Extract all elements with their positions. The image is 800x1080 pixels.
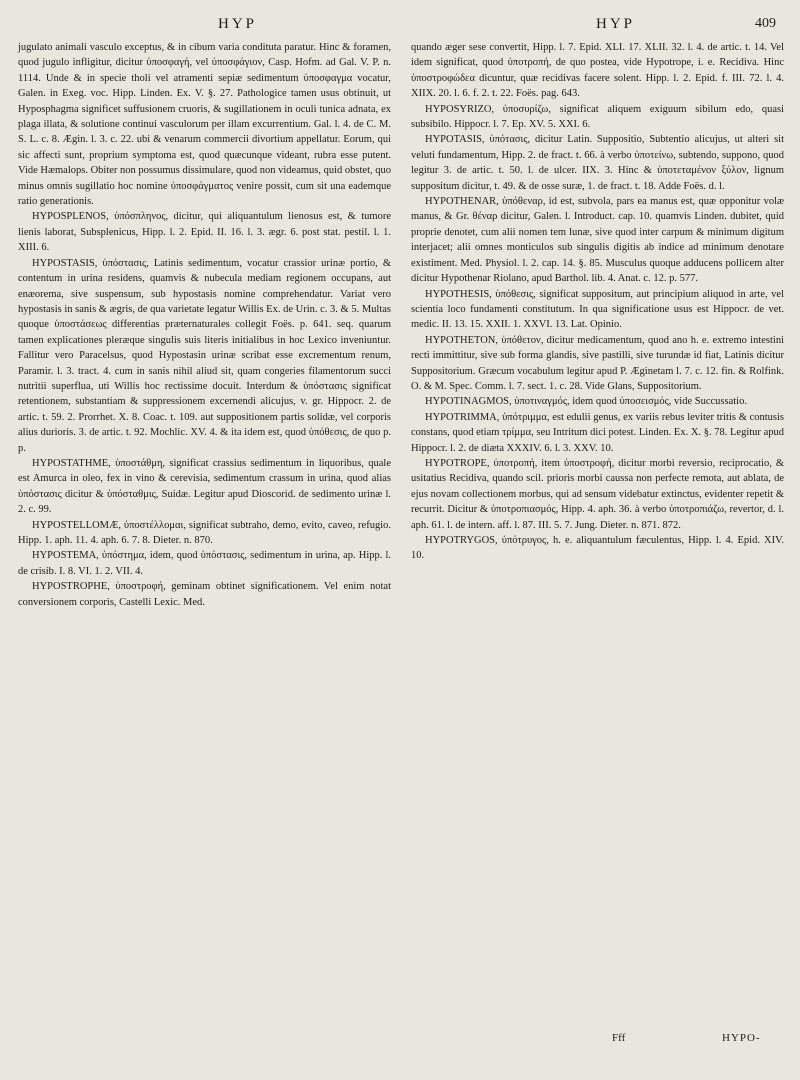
entry-hypostema: HYPOSTEMA, ὑπόστημα, idem, quod ὑπόστασις, sedimentum in urina, ap. Hipp. l. de crisib. I. 8. VI. 1. 2. VII. 4.	[18, 550, 391, 577]
signature-mark: Fff	[612, 1032, 626, 1044]
entry-hypotrope: HYPOTROPE, ὑποτροπή, item ὑποστροφή, dicitur morbi reversio, reciprocatio, & usitatius Recidiva, quando scil. prioris morbi caussa non perfecte remota, aut ablata, de ejus novam collectionem morbus, qui ad sensum videbatur extinctus, evidenter repetit & recurrit. Dicitur & ὑποτροπιασμός, Hipp. 4. aph. 36. à verbo ὑποτροπιάζω, revertor, d. l. aph. 61. l. de intern. aff. l. 87. III. 5. 7. Jung. Dieter. n. 871. 872.	[411, 457, 784, 531]
right-column	[411, 40, 784, 610]
entry-hypotrygos: HYPOTRYGOS, ὑπότρυγος, h. e. aliquantulum fæculentus, Hipp. l. 4. Epid. XIV. 10.	[411, 535, 784, 562]
entry-continuation-right: quando æger sese convertit, Hipp. l. 7. Epid. XLI. 17. XLII. 32. l. 4. de artic. t. 14. Vel idem significat, quod ὑποτροπή, de quo postea, vide Hypotrope, i. e. Recidiva. Hinc ὑποστροφώδεα dicuntur, quæ recidivas facere solent. Hipp. l. 2. Epid. f. III. 72. l. 4. XIIX. 20. l. 6. f. 2. t. 22. Foës. pag. 643.	[411, 42, 784, 100]
entry-hypostrophe: HYPOSTROPHE, ὑποστροφή, geminam obtinet significationem. Vel enim notat conversionem corporis, Castelli Lexic. Med.	[18, 581, 391, 608]
entry-hypsplenos: HYPOSPLENOS, ὑπόσπληνος, dicitur, qui aliquantulum lienosus est, & tumore lienis laborat, Subsplenicus, Hipp. l. 2. Epid. II. 16. l. 3. ægr. 6. post stat. pestil. l. 1. XIII. 6.	[18, 211, 391, 254]
entry-hypostathme: HYPOSTATHME, ὑποστάθμη, significat crassius sedimentum in liquoribus, quale est Amurca in oleo, fex in vino & cerevisia, sedimentum crassum in urina, quod alias ὑπόστασις dicitur & ὑπόσταθμις, Suidæ. Legitur apud Dioscorid. de sedimento urinæ l. 2. c. 99.	[18, 457, 391, 516]
entry-hypothenar: HYPOTHENAR, ὑπόθεναρ, id est, subvola, pars ea manus est, quæ opponitur volæ manus, & Gr. θέναρ dicitur, Galen. l. Introduct. cap. 10. quamvis Linden. dubitet, quid proprie denotet, cum alii nomen tem lunæ, sive quod inter carpum & minimum digitum interjacet; alii omnes monticulos sub singulis digitis ab indice ad minimum denotare existiment. Med. Physiol. l. 2. cap. 14. §. 85. Musculus quoque adducens pollicem alter dicitur Hypothenar Riolano, apud Barthol. lib. 4. Anat. c. 12. p. 577.	[411, 196, 784, 285]
entry-hypotheton: HYPOTHETON, ὑπόθετον, dicitur medicamentum, quod ano h. e. extremo intestini recti immittitur, sive sub forma glandis, sive pastilli, sive turundæ id fiat, Latinis dicitur Suppositorium. Græcum vocabulum legitur apud P. Æginetam l. 7. c. 12. fin. & Rolfink. O. & M. Spec. Comm. l. 7. sect. 1. c. 28. Vide Glans, Suppositorium.	[411, 334, 784, 392]
entry-hypostasis: HYPOSTASIS, ὑπόστασις, Latinis sedimentum, vocatur crassior urinæ portio, & contentum in urina residens, quamvis & nubecula mediam regionem occupans, aut enæorema, sive suspensum, sub hypostasis nomine comprehendatur. Variat vero hypostasis in sanis & ægris, de qua varietate legatur Willis Ex. de Urin. c. 3. & 5. Multas quoque ὑποστάσεως differentias præternaturales collegit Foës. p. 641. seq. quarum tamen explicationes pleræque singulis suis literis initialibus in hoc Lexico inveniuntur. Fallitur vero Paracelsus, quod Hypostasin urinæ scribat esse excrementum renum, Paramir. l. 3. tract. 4. cum in sanis nihil aliud sit, quam congeries filamentorum succi nutritii superflua, uti Willis hoc rectissime docuit. Interdum & ὑπόστασις significat retentionem, substantiam & suppressionem excernendi alicujus, v. gr. Hippocr. 2. de artic. t. 59. 2. Prorrhet. X. 8. Coac. t. 109. aut suppositionem partis solidæ, vel corporis alius durioris. 3. de artic. t. 92. Mochlic. XV. 4. & ita idem est, quod ὑπόθεσις, de quo p. p.	[18, 257, 391, 454]
text-columns	[18, 40, 784, 610]
page-number: 409	[755, 16, 776, 31]
entry-hyposyrizo: HYPOSYRIZO, ὑποσυρίζω, significat aliquem exiguum sibilum edo, quasi subsibilo. Hippocr. l. 7. Ep. XV. 5. XXI. 6.	[411, 103, 784, 131]
entry-hypostellomae: HYPOSTELLOMÆ, ὑποστέλλομαι, significat subtraho, demo, evito, caveo, refugio. Hipp. 1. aph. 11. 4. aph. 6. 7. 8. Dieter. n. 870.	[18, 519, 391, 546]
entry-hypotinagmos: HYPOTINAGMOS, ὑποτιναγμός, idem quod ὑποσεισμός, vide Succussatio.	[425, 396, 747, 408]
page-header	[18, 6, 784, 40]
catchword: HYPO-	[722, 1032, 761, 1044]
left-column	[18, 40, 391, 610]
entry-continuation: jugulato animali vasculo exceptus, & in cibum varia condituta paratur. Hinc & foramen, quod jugulo infligitur, dicitur ὑποσφαγή, vel ὑποσφάγιον, Casp. Hofm. ad Gal. V. P. n. 1114. Unde & in specie tholi vel atramenti sepiæ sedimentum ὑποσφαγμα vocatur, Galen. in Exeg. voc. Hipp. Linden. Ex. V. §. 27. Pathologice tamen usus obtinuit, ut Hyposphagma significet suffusionem cruoris, & sugillationem in oculi tunica adnata, ex plaga illata, & solutione continui vasculorum per illam excurrentium. Gal. l. 4. de C. M. S. L. c. 8. Ægin. l. 3. c. 22. ubi & venarum commercii divortium appellatur. Eorum, qui sic affecti sunt, proprium symptoma est, quod quæcunque videant, rubra esse putent. Vide Hæmalops. Obiter non possumus dissimulare, quod non videamus, quid obstet, quo minus omnis sugillatio hoc nomine ὑποσφάγματος venire possit, cum sit una eademque ratio generationis.	[18, 42, 391, 208]
entry-hypotrimma: HYPOTRIMMA, ὑπότριμμα, est edulii genus, ex variis rebus leviter tritis & contusis constans, quod etiam τρίμμα, seu Intritum dici potest. Linden. Ex. X. §. 78. Legitur apud Hippocr. l. 2. de diæta XXXIV. 6. l. 3. XXV. 10.	[411, 411, 784, 454]
running-head-left: HYP	[218, 16, 258, 32]
entry-hypothesis: HYPOTHESIS, ὑπόθεσις, significat suppositum, aut principium aliquod in arte, vel scientia loco fundamenti constitutum. In qua significatione usus est Hippocr. de vet. medic. II. 13. 15. XXII. 1. XXVI. 13. Lat. Opinio.	[411, 288, 784, 331]
entry-hypotasis: HYPOTASIS, ὑπότασις, dicitur Latin. Suppositio, Subtentio alicujus, ut alteri sit veluti fundamentum, Hipp. 2. de fract. t. 66. à verbo ὑποτείνω, subtendo, suppono, quod legitur 3. de artic. t. 50. l. de ulcer. IIX. 3. Hinc & ὑποτεταμένον ξύλον, lignum suppositum dicitur, t. 49. & de osse suræ, 1. de fract. t. 18. Adde Foës. d. l.	[411, 134, 784, 192]
running-head-right: HYP	[596, 16, 636, 32]
